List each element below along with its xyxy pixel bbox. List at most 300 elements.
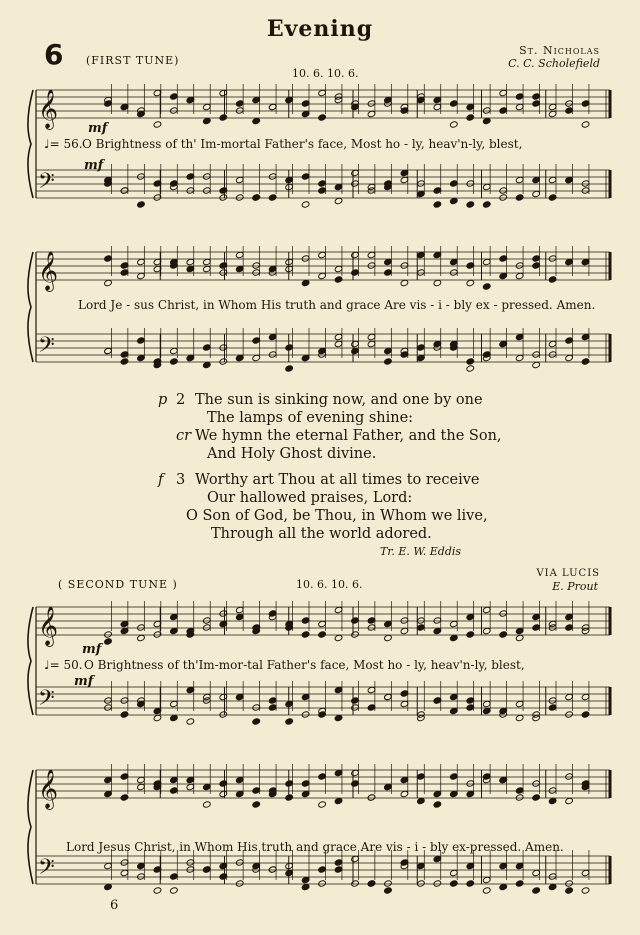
note-head [367, 340, 376, 347]
note-head [433, 617, 442, 624]
note-head [219, 187, 228, 194]
note-head [219, 358, 228, 365]
note-head [581, 187, 590, 194]
note-head [219, 862, 228, 869]
note-head [400, 279, 409, 286]
note-head [466, 279, 475, 286]
note-head [301, 780, 310, 787]
note-head [334, 333, 343, 340]
treble-clef: 𝄞 [38, 769, 59, 809]
verse-3-number: 3 [176, 472, 186, 488]
note-head [334, 265, 343, 272]
note-head [268, 333, 277, 340]
note-head [252, 354, 261, 361]
note-head [285, 344, 294, 351]
note-head [384, 783, 393, 790]
note-head [565, 797, 574, 804]
note-head [532, 613, 541, 620]
note-head [104, 638, 113, 645]
note-head [334, 866, 343, 873]
note-head [367, 100, 376, 107]
note-head [581, 121, 590, 128]
note-head [384, 347, 393, 354]
note-head [219, 873, 228, 880]
page-title: Evening [266, 16, 374, 42]
note-head [450, 773, 459, 780]
first-tempo: ♩= 56. [44, 137, 83, 151]
note-head [548, 103, 557, 110]
note-head [367, 262, 376, 269]
note-head [334, 183, 343, 190]
note-head [384, 880, 393, 887]
verse-3-line-1: Worthy art Thou at all times to receive [195, 472, 480, 488]
note-head [334, 634, 343, 641]
note-head [565, 354, 574, 361]
note-head [400, 627, 409, 634]
note-head [482, 283, 491, 290]
note-head [252, 117, 261, 124]
note-head [351, 180, 360, 187]
note-head [450, 121, 459, 128]
note-head [186, 258, 195, 265]
note-head [268, 697, 277, 704]
note-head [170, 714, 179, 721]
note-head [532, 176, 541, 183]
note-head [417, 797, 426, 804]
note-head [219, 344, 228, 351]
note-head [548, 797, 557, 804]
note-head [367, 333, 376, 340]
note-head [203, 624, 212, 631]
note-head [367, 624, 376, 631]
note-head [235, 790, 244, 797]
note-head [515, 194, 524, 201]
note-head [203, 801, 212, 808]
verse-3-line-3: O Son of God, be Thou, in Whom we live, [186, 508, 488, 524]
note-head [433, 880, 442, 887]
verse-2-line-1: The sun is sinking now, and one by one [195, 392, 483, 408]
note-head [170, 613, 179, 620]
note-head [120, 187, 129, 194]
note-head [318, 187, 327, 194]
note-head [532, 869, 541, 876]
note-head [235, 107, 244, 114]
note-head [515, 103, 524, 110]
note-head [137, 173, 146, 180]
second-lyric-line-1: O Brightness of th'Im-mor-tal Father's face, Most ho - ly, heav'n-ly, blest, [84, 658, 525, 672]
first-dynamic-treble: mf [88, 121, 108, 136]
note-head [120, 627, 129, 634]
note-head [417, 344, 426, 351]
note-head [235, 194, 244, 201]
page-number: 6 [110, 898, 119, 913]
first-tune-meter: 10. 6. 10. 6. [292, 67, 359, 80]
note-head [235, 176, 244, 183]
note-head [532, 794, 541, 801]
note-head [235, 693, 244, 700]
brace [28, 90, 33, 198]
note-head [120, 711, 129, 718]
note-head [466, 880, 475, 887]
note-head [400, 176, 409, 183]
note-head [104, 279, 113, 286]
note-head [318, 251, 327, 258]
note-head [235, 776, 244, 783]
note-head [417, 269, 426, 276]
second-tune-meter: 10. 6. 10. 6. [296, 578, 363, 591]
note-head [515, 93, 524, 100]
note-head [499, 194, 508, 201]
note-head [532, 361, 541, 368]
note-head [301, 110, 310, 117]
note-head [384, 693, 393, 700]
note-head [318, 89, 327, 96]
note-head [252, 262, 261, 269]
note-head [482, 117, 491, 124]
note-head [252, 194, 261, 201]
note-head [301, 201, 310, 208]
note-head [219, 711, 228, 718]
note-head [581, 869, 590, 876]
note-head [301, 617, 310, 624]
brace [28, 252, 33, 362]
note-head [466, 697, 475, 704]
note-head [301, 255, 310, 262]
note-head [203, 103, 212, 110]
first-dynamic-bass: mf [84, 158, 104, 173]
second-dynamic-bass: mf [74, 674, 94, 689]
note-head [532, 93, 541, 100]
note-head [104, 883, 113, 890]
note-head [384, 358, 393, 365]
note-head [170, 347, 179, 354]
first-lyric-line-1: O Brightness of th' Im-mortal Father's face, Most ho - ly, heav'n-ly, blest, [82, 137, 523, 151]
note-head [268, 194, 277, 201]
note-head [137, 258, 146, 265]
note-head [466, 780, 475, 787]
note-head [170, 873, 179, 880]
note-head [515, 262, 524, 269]
note-head [466, 180, 475, 187]
note-head [581, 100, 590, 107]
note-head [565, 100, 574, 107]
note-head [318, 631, 327, 638]
note-head [219, 89, 228, 96]
note-head [104, 255, 113, 262]
note-head [203, 361, 212, 368]
note-head [466, 613, 475, 620]
note-head [433, 790, 442, 797]
note-head [450, 258, 459, 265]
note-head [186, 265, 195, 272]
note-head [334, 276, 343, 283]
second-tune-composer: E. Prout [552, 580, 598, 593]
verse-2-dynamic: p [158, 392, 168, 408]
note-head [367, 110, 376, 117]
note-head [400, 700, 409, 707]
note-head [581, 887, 590, 894]
note-head [252, 96, 261, 103]
note-head [499, 272, 508, 279]
note-head [565, 887, 574, 894]
note-head [515, 862, 524, 869]
note-head [515, 700, 524, 707]
note-head [219, 269, 228, 276]
note-head [153, 887, 162, 894]
note-head [351, 780, 360, 787]
note-head [170, 93, 179, 100]
note-head [170, 787, 179, 794]
note-head [417, 773, 426, 780]
note-head [466, 103, 475, 110]
verse-3-line-4: Through all the world adored. [211, 526, 432, 542]
note-head [450, 790, 459, 797]
note-head [351, 855, 360, 862]
note-head [400, 776, 409, 783]
note-head [565, 711, 574, 718]
verse-3-dynamic: f [158, 472, 164, 488]
note-head [120, 697, 129, 704]
note-head [219, 620, 228, 627]
note-head [466, 790, 475, 797]
note-head [384, 620, 393, 627]
note-head [581, 358, 590, 365]
note-head [285, 700, 294, 707]
note-head [235, 859, 244, 866]
note-head [450, 880, 459, 887]
note-head [351, 269, 360, 276]
treble-clef: 𝄞 [38, 606, 59, 646]
note-head [186, 96, 195, 103]
note-head [515, 354, 524, 361]
note-head [203, 187, 212, 194]
note-head [186, 718, 195, 725]
brace [28, 770, 33, 884]
note-head [367, 251, 376, 258]
note-head [351, 347, 360, 354]
note-head [400, 690, 409, 697]
note-head [203, 173, 212, 180]
note-head [532, 887, 541, 894]
note-head [219, 194, 228, 201]
note-head [301, 790, 310, 797]
note-head [482, 183, 491, 190]
note-head [384, 269, 393, 276]
note-head [433, 279, 442, 286]
note-head [104, 790, 113, 797]
note-head [235, 613, 244, 620]
note-head [499, 89, 508, 96]
note-head [301, 279, 310, 286]
note-head [367, 686, 376, 693]
note-head [285, 365, 294, 372]
note-head [351, 617, 360, 624]
note-head [548, 276, 557, 283]
note-head [137, 354, 146, 361]
note-head [318, 866, 327, 873]
note-head [235, 100, 244, 107]
note-head [268, 866, 277, 873]
note-head [351, 769, 360, 776]
note-head [334, 797, 343, 804]
note-head [301, 711, 310, 718]
verse-2-number: 2 [176, 392, 186, 408]
note-head [417, 880, 426, 887]
note-head [351, 704, 360, 711]
note-head [450, 269, 459, 276]
note-head [384, 887, 393, 894]
note-head [433, 855, 442, 862]
note-head [318, 180, 327, 187]
note-head [301, 173, 310, 180]
note-head [120, 620, 129, 627]
note-head [450, 693, 459, 700]
note-head [499, 862, 508, 869]
note-head [203, 783, 212, 790]
note-head [120, 859, 129, 866]
note-head [565, 337, 574, 344]
note-head [499, 610, 508, 617]
note-head [137, 634, 146, 641]
note-head [285, 794, 294, 801]
note-head [285, 176, 294, 183]
note-head [482, 887, 491, 894]
note-head [548, 704, 557, 711]
note-head [450, 620, 459, 627]
note-head [515, 333, 524, 340]
note-head [301, 883, 310, 890]
note-head [301, 354, 310, 361]
note-head [351, 251, 360, 258]
note-head [153, 121, 162, 128]
hymn-number: 6 [44, 38, 64, 71]
note-head [450, 180, 459, 187]
note-head [186, 187, 195, 194]
note-head [515, 176, 524, 183]
note-head [186, 354, 195, 361]
note-head [351, 697, 360, 704]
note-head [565, 773, 574, 780]
note-head [318, 880, 327, 887]
note-head [466, 114, 475, 121]
note-head [548, 883, 557, 890]
note-head [417, 617, 426, 624]
note-head [285, 780, 294, 787]
note-head [203, 617, 212, 624]
note-head [532, 780, 541, 787]
note-head [104, 704, 113, 711]
note-head [120, 269, 129, 276]
note-head [417, 190, 426, 197]
note-head [334, 859, 343, 866]
note-head [120, 103, 129, 110]
note-head [548, 110, 557, 117]
second-tune-label: ( SECOND TUNE ) [58, 578, 178, 591]
note-head [433, 187, 442, 194]
note-head [466, 704, 475, 711]
note-head [252, 269, 261, 276]
note-head [450, 634, 459, 641]
note-head [268, 173, 277, 180]
note-head [515, 272, 524, 279]
note-head [318, 801, 327, 808]
note-head [203, 117, 212, 124]
note-head [482, 876, 491, 883]
note-head [548, 176, 557, 183]
note-head [482, 258, 491, 265]
note-head [120, 794, 129, 801]
note-head [515, 634, 524, 641]
note-head [186, 686, 195, 693]
second-dynamic-treble: mf [82, 642, 102, 657]
note-head [186, 776, 195, 783]
note-head [120, 358, 129, 365]
note-head [581, 258, 590, 265]
note-head [482, 606, 491, 613]
note-head [515, 794, 524, 801]
verse-2-line-4: And Holy Ghost divine. [207, 446, 377, 462]
note-head [482, 700, 491, 707]
note-head [581, 333, 590, 340]
note-head [515, 880, 524, 887]
note-head [120, 351, 129, 358]
note-head [351, 169, 360, 176]
note-head [515, 714, 524, 721]
note-head [318, 272, 327, 279]
note-head [400, 790, 409, 797]
note-head [433, 801, 442, 808]
note-head [219, 790, 228, 797]
note-head [170, 887, 179, 894]
note-head [301, 876, 310, 883]
note-head [334, 606, 343, 613]
note-head [318, 773, 327, 780]
note-head [548, 351, 557, 358]
note-head [466, 358, 475, 365]
note-head [334, 714, 343, 721]
note-head [548, 340, 557, 347]
note-head [301, 693, 310, 700]
note-head [334, 340, 343, 347]
note-head [252, 718, 261, 725]
second-tune-name: VIA LUCIS [536, 568, 600, 579]
note-head [203, 344, 212, 351]
note-head [235, 606, 244, 613]
note-head [482, 107, 491, 114]
note-head [384, 634, 393, 641]
note-head [532, 624, 541, 631]
note-head [548, 697, 557, 704]
note-head [450, 197, 459, 204]
note-head [548, 787, 557, 794]
note-head [235, 251, 244, 258]
note-head [351, 631, 360, 638]
note-head [186, 173, 195, 180]
second-lyric-line-2: Lord Jesus Christ, in Whom His truth and grace Are vis - i - bly ex-pressed. Amen. [66, 840, 564, 854]
note-head [137, 783, 146, 790]
note-head [532, 190, 541, 197]
note-head [203, 258, 212, 265]
note-head [565, 176, 574, 183]
note-head [433, 103, 442, 110]
note-head [515, 627, 524, 634]
translator: Tr. E. W. Eddis [380, 545, 462, 558]
note-head [565, 693, 574, 700]
note-head [482, 707, 491, 714]
treble-clef: 𝄞 [38, 89, 59, 129]
note-head [104, 631, 113, 638]
note-head [301, 631, 310, 638]
